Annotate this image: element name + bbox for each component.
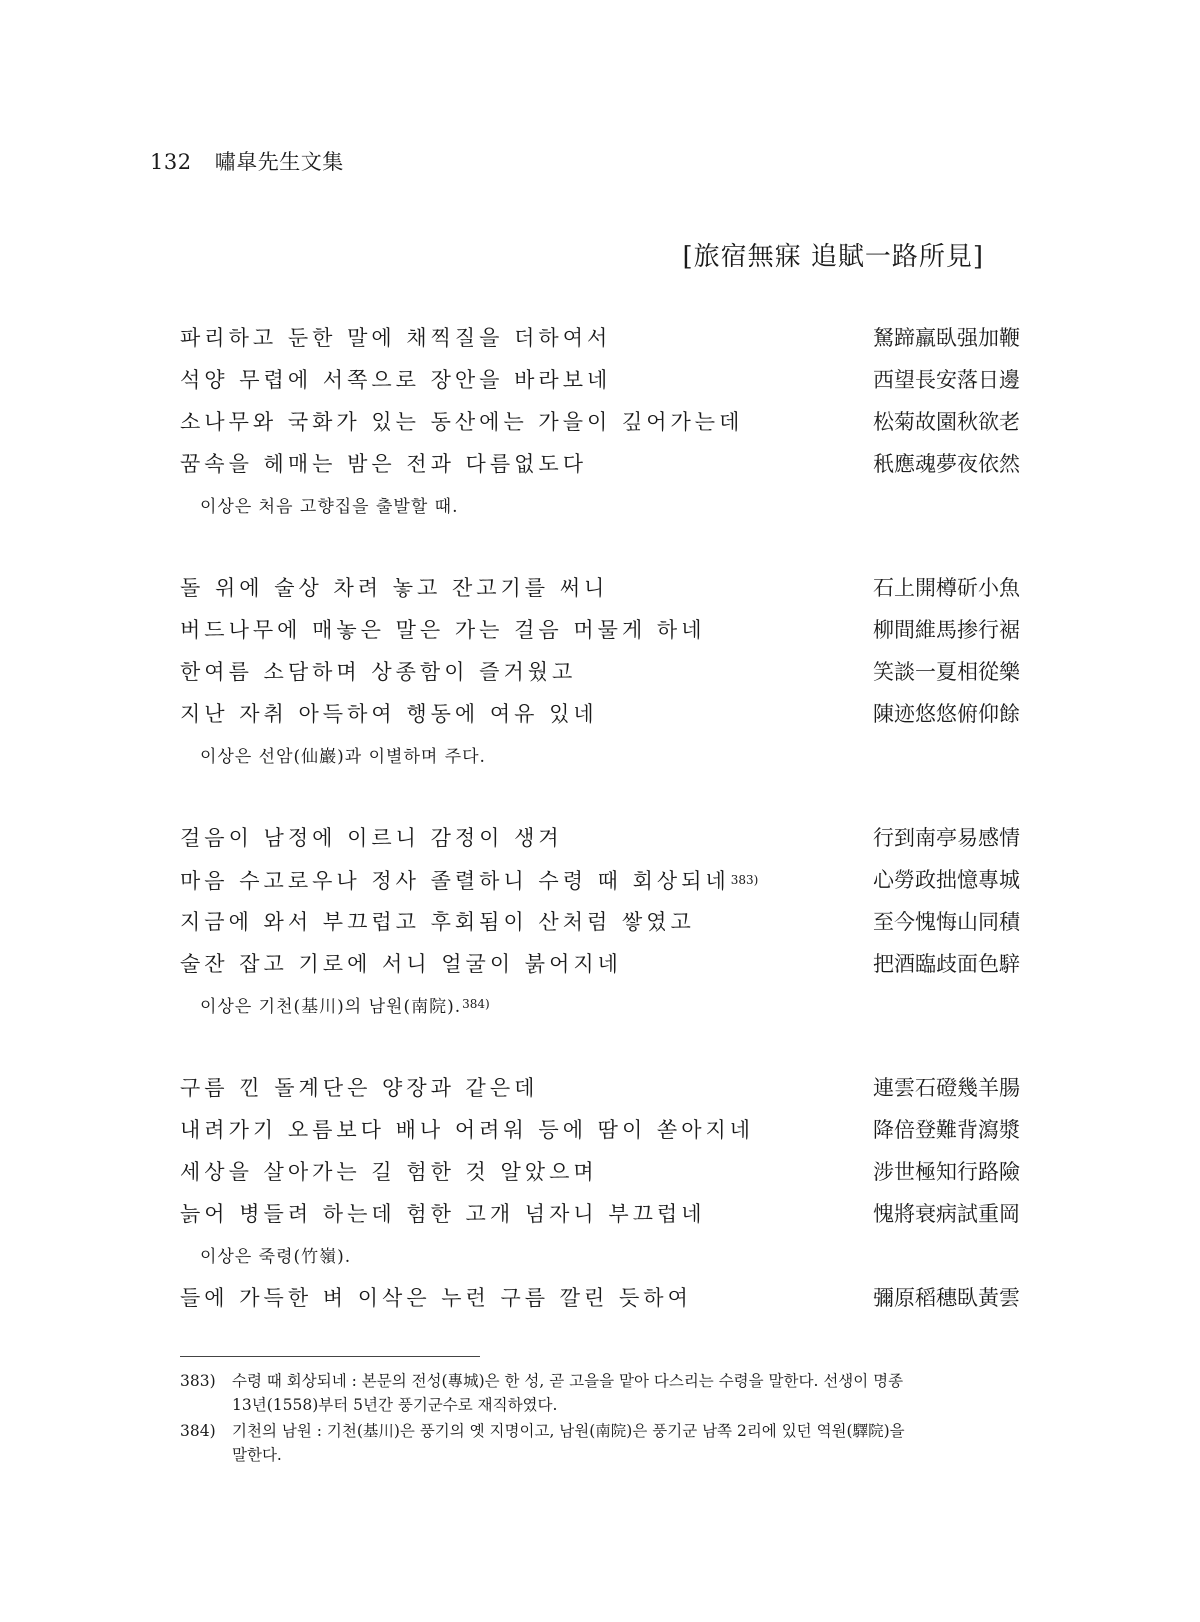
classical-chinese-original: 松菊故園秋欲老 — [873, 410, 1020, 434]
korean-translation: 지난 자취 아득하여 행동에 여유 있네 — [180, 702, 598, 726]
verse-line — [180, 614, 1020, 656]
verse-line — [180, 698, 1020, 740]
footnote-text-line: 수령 때 회상되네 : 본문의 전성(專城)은 한 성, 곧 고을을 맡아 다스리는 수령을 말한다. 선생이 명종 — [232, 1372, 904, 1390]
verse-line — [180, 864, 1020, 906]
classical-chinese-original: 涉世極知行路險 — [873, 1160, 1020, 1184]
verse-line — [180, 1156, 1020, 1198]
verse-line — [180, 822, 1020, 864]
verse-line — [180, 656, 1020, 698]
korean-translation: 소나무와 국화가 있는 동산에는 가을이 깊어가는데 — [180, 410, 744, 434]
classical-chinese-original: 笑談一夏相從樂 — [873, 660, 1020, 684]
verse-line — [180, 1114, 1020, 1156]
korean-translation: 마음 수고로우나 정사 졸렬하니 수령 때 회상되네 — [180, 869, 730, 893]
footnotes — [180, 1369, 1025, 1469]
footnote-text-line: 말한다. — [232, 1446, 282, 1464]
classical-chinese-original: 柳間維馬掺行裾 — [873, 618, 1020, 642]
classical-chinese-original: 彌原稻穗臥黃雲 — [873, 1286, 1020, 1310]
stanza-note — [180, 1240, 1020, 1282]
verse-line — [180, 1282, 1020, 1324]
running-header — [150, 146, 344, 176]
korean-translation: 한여름 소담하며 상종함이 즐거웠고 — [180, 660, 577, 684]
verse-line — [180, 948, 1020, 990]
korean-translation-with-ref — [180, 864, 758, 897]
footnote-ref-384[interactable]: 384) — [462, 997, 490, 1011]
stanza-note-text: 이상은 처음 고향집을 출발할 때. — [200, 497, 459, 517]
korean-translation: 세상을 살아가는 길 험한 것 알았으며 — [180, 1160, 598, 1184]
classical-chinese-original: 連雲石磴幾羊腸 — [873, 1076, 1020, 1100]
poem-body — [180, 322, 1020, 1324]
verse-line — [180, 322, 1020, 364]
korean-translation: 꿈속을 헤매는 밤은 전과 다름없도다 — [180, 452, 587, 476]
classical-chinese-original: 石上開樽斫小魚 — [873, 576, 1020, 600]
classical-chinese-original: 至今愧悔山同積 — [873, 910, 1020, 934]
korean-translation: 내려가기 오름보다 배나 어려워 등에 땀이 쏟아지네 — [180, 1118, 755, 1142]
korean-translation: 버드나무에 매놓은 말은 가는 걸음 머물게 하네 — [180, 618, 706, 642]
footnote-text-line: 13년(1558)부터 5년간 풍기군수로 재직하였다. — [232, 1396, 558, 1414]
korean-translation: 지금에 와서 부끄럽고 후회됨이 산처럼 쌓였고 — [180, 910, 695, 934]
footnote-number: 383) — [180, 1372, 216, 1390]
korean-translation: 술잔 잡고 기로에 서니 얼굴이 붉어지네 — [180, 952, 622, 976]
stanza-note-text: 이상은 죽령(竹嶺). — [200, 1247, 352, 1267]
verse-line — [180, 906, 1020, 948]
stanza-note — [180, 990, 1020, 1032]
page-number: 132 — [150, 150, 192, 174]
classical-chinese-original: 愧將衰病試重岡 — [873, 1202, 1020, 1226]
classical-chinese-original: 西望長安落日邊 — [873, 368, 1020, 392]
verse-line — [180, 572, 1020, 614]
stanza-note — [180, 490, 1020, 532]
footnote-383 — [180, 1369, 1025, 1417]
korean-translation: 돌 위에 술상 차려 놓고 잔고기를 써니 — [180, 576, 609, 600]
verse-line — [180, 406, 1020, 448]
classical-chinese-original: 陳迹悠悠俯仰餘 — [873, 702, 1020, 726]
verse-line — [180, 364, 1020, 406]
footnote-divider — [180, 1356, 480, 1357]
stanza-note-text: 이상은 선암(仙巖)과 이별하며 주다. — [200, 747, 486, 767]
verse-line — [180, 1198, 1020, 1240]
korean-translation: 구름 낀 돌계단은 양장과 같은데 — [180, 1076, 539, 1100]
classical-chinese-original: 心勞政拙憶專城 — [873, 868, 1020, 892]
stanza-note-with-ref — [200, 992, 490, 1017]
korean-translation: 석양 무렵에 서쪽으로 장안을 바라보네 — [180, 368, 612, 392]
korean-translation: 걸음이 남정에 이르니 감정이 생겨 — [180, 826, 563, 850]
stanza-note — [180, 740, 1020, 782]
footnote-ref-383[interactable]: 383) — [730, 873, 759, 887]
verse-line — [180, 448, 1020, 490]
korean-translation: 들에 가득한 벼 이삭은 누런 구름 깔린 듯하여 — [180, 1286, 692, 1310]
verse-line — [180, 1072, 1020, 1114]
classical-chinese-original: 降倍登難背瀉漿 — [873, 1118, 1020, 1142]
footnote-384 — [180, 1419, 1025, 1467]
classical-chinese-original: 把酒臨歧面色騂 — [873, 952, 1020, 976]
classical-chinese-original: 駑蹄羸臥强加鞭 — [873, 326, 1020, 350]
footnote-text-line: 기천의 남원 : 기천(基川)은 풍기의 옛 지명이고, 남원(南院)은 풍기군 남쪽 2리에 있던 역원(驛院)을 — [232, 1422, 905, 1440]
classical-chinese-original: 秖應魂夢夜依然 — [873, 452, 1020, 476]
footnote-number: 384) — [180, 1422, 216, 1440]
stanza-note-text: 이상은 기천(基川)의 남원(南院). — [200, 997, 462, 1017]
poem-title: [旅宿無寐 追賦一路所見] — [682, 242, 984, 272]
korean-translation: 파리하고 둔한 말에 채찍질을 더하여서 — [180, 326, 612, 350]
classical-chinese-original: 行到南亭易感情 — [873, 826, 1020, 850]
korean-translation: 늙어 병들려 하는데 험한 고개 넘자니 부끄럽네 — [180, 1202, 706, 1226]
book-title: 嘯皐先生文集 — [214, 150, 344, 174]
